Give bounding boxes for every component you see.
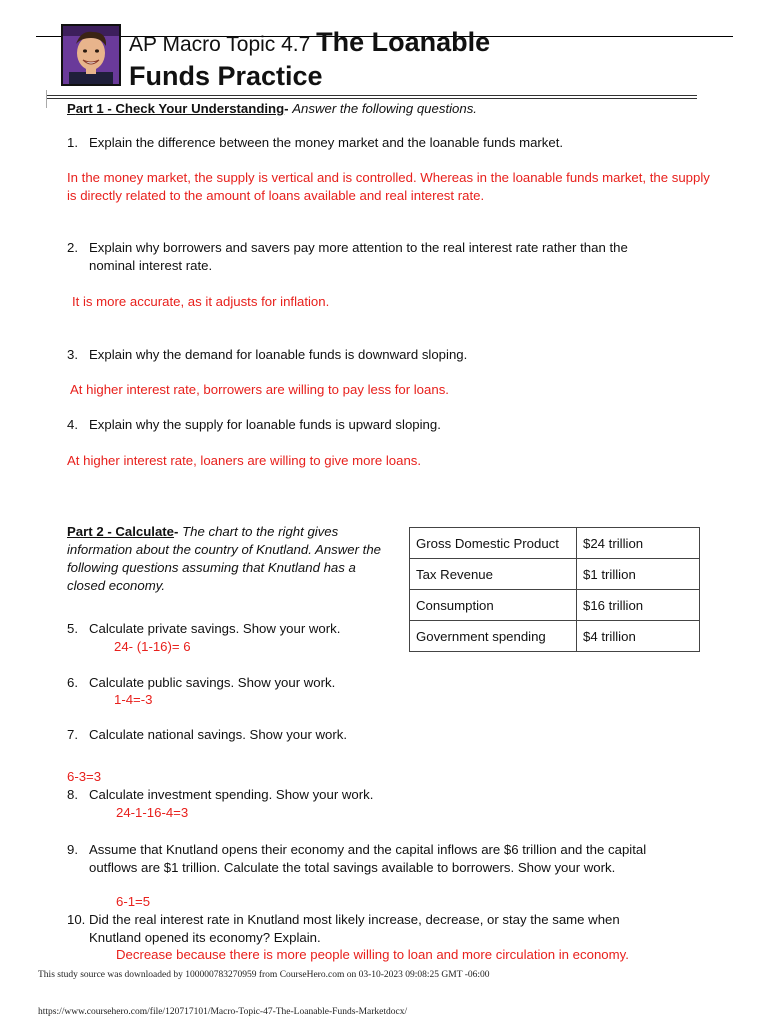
part1-heading-text: art 1 - Check Your Understanding	[75, 101, 285, 116]
question-text: Calculate private savings. Show your work.	[89, 621, 341, 636]
title-prefix: AP Macro Topic 4.7	[129, 33, 311, 56]
question-10	[67, 911, 667, 947]
table-cell-label: Consumption	[410, 590, 577, 621]
answer-1: In the money market, the supply is vertical and is controlled. Whereas in the loanable funds market, the supply is directly related to the amount of loans available and real interest rate.	[67, 170, 710, 203]
teacher-photo-icon	[63, 26, 119, 84]
question-3	[67, 346, 667, 364]
answer-3: At higher interest rate, borrowers are willing to pay less for loans.	[70, 382, 449, 397]
question-text: Explain why the supply for loanable funds is upward sloping.	[89, 417, 441, 432]
source-note: This study source was downloaded by 100000783270959 from CourseHero.com on 03-10-2023 09:08:25 GMT -06:00	[38, 970, 490, 980]
question-text: Calculate public savings. Show your work.	[89, 675, 336, 690]
answer-7: 6-3=3	[67, 769, 102, 784]
title-line-1	[129, 27, 490, 58]
part1-instruction: Answer the following questions.	[292, 101, 477, 116]
part1-heading-initial: P	[67, 101, 76, 116]
answer-9: 6-1=5	[116, 894, 151, 909]
question-8	[67, 786, 427, 804]
question-number: 5.	[67, 621, 78, 636]
question-9	[67, 841, 692, 877]
source-url[interactable]: https://www.coursehero.com/file/120717101/Macro-Topic-47-The-Loanable-Funds-Marketdocx/	[38, 1007, 408, 1017]
table-cell-value: $4 trillion	[577, 621, 700, 652]
question-2	[67, 239, 667, 275]
table-cell-label: Tax Revenue	[410, 559, 577, 590]
table-cell-value: $24 trillion	[577, 528, 700, 559]
table-row	[410, 559, 700, 590]
table-cell-label: Government spending	[410, 621, 577, 652]
question-text: Explain why the demand for loanable funds is downward sloping.	[89, 347, 468, 362]
part2-instruction: The chart to the right gives information about the country of Knutland. Answer the following questions assuming that Knutland has a closed economy.	[67, 524, 382, 593]
answer-5: 24- (1-16)= 6	[114, 639, 191, 654]
question-number: 1.	[67, 135, 78, 150]
answer-6: 1-4=-3	[114, 692, 153, 707]
avatar	[61, 24, 121, 86]
answer-8: 24-1-16-4=3	[116, 805, 189, 820]
question-number: 3.	[67, 347, 78, 362]
question-7	[67, 726, 397, 744]
table-cell-label: Gross Domestic Product	[410, 528, 577, 559]
question-number: 10.	[67, 912, 86, 927]
knutland-data-table	[409, 527, 700, 652]
answer-2: It is more accurate, as it adjusts for inflation.	[72, 294, 330, 309]
part2-intro	[67, 523, 397, 595]
question-text: Calculate investment spending. Show your work.	[89, 787, 374, 802]
table-row	[410, 621, 700, 652]
header-double-rule	[46, 95, 697, 99]
table-row	[410, 590, 700, 621]
question-text: Explain the difference between the money market and the loanable funds market.	[89, 135, 564, 150]
title-main: The Loanable	[316, 27, 491, 57]
table-cell-value: $16 trillion	[577, 590, 700, 621]
question-number: 7.	[67, 727, 78, 742]
question-4	[67, 416, 667, 434]
question-text: Did the real interest rate in Knutland most likely increase, decrease, or stay the same when Knutland opened its economy? Explain.	[89, 912, 620, 945]
part1-heading-dash: -	[284, 101, 289, 116]
question-number: 4.	[67, 417, 78, 432]
header-side-rule	[46, 90, 47, 108]
part2-heading-dash: -	[174, 524, 179, 539]
question-number: 8.	[67, 787, 78, 802]
table-cell-value: $1 trillion	[577, 559, 700, 590]
question-5	[67, 620, 397, 638]
question-text: Calculate national savings. Show your work.	[89, 727, 348, 742]
question-1	[67, 134, 707, 152]
question-number: 9.	[67, 842, 78, 857]
question-text: Assume that Knutland opens their economy and the capital inflows are $6 trillion and the capital outflows are $1 trillion. Calculate the total savings available to borrowers. Show your work.	[89, 842, 647, 875]
answer-4: At higher interest rate, loaners are willing to give more loans.	[67, 453, 422, 468]
question-text: Explain why borrowers and savers pay more attention to the real interest rate rather than the nominal interest rate.	[89, 240, 628, 273]
part2-heading: Part 2 - Calculate	[67, 524, 175, 539]
table-row	[410, 528, 700, 559]
answer-10: Decrease because there is more people willing to loan and more circulation in economy.	[116, 947, 629, 962]
title-line-2: Funds Practice	[129, 61, 323, 91]
question-number: 6.	[67, 675, 78, 690]
question-number: 2.	[67, 240, 78, 255]
question-6	[67, 674, 397, 692]
part1-heading	[67, 101, 477, 117]
